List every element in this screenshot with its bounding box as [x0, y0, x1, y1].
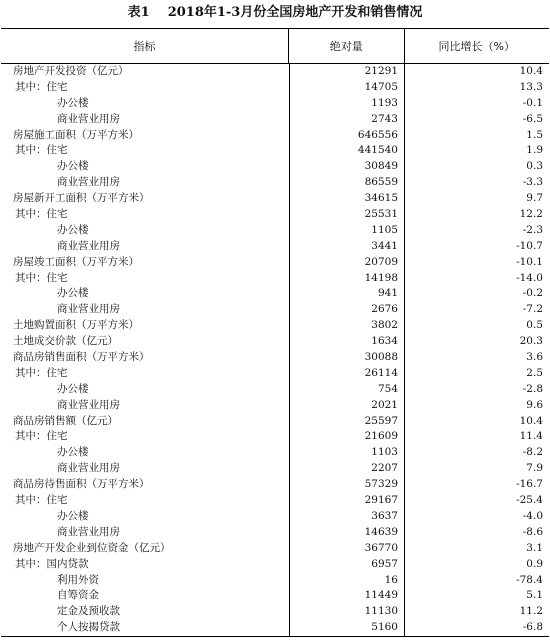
row-yoy-growth: -6.5 [404, 112, 549, 128]
row-label: 商业营业用房 [57, 239, 120, 252]
row-yoy-growth: -78.4 [404, 573, 549, 589]
table-row [1, 271, 549, 287]
row-label: 其中：住宅 [15, 430, 68, 443]
row-label: 土地购置面积（万平方米） [13, 319, 139, 332]
row-yoy-growth: -8.6 [404, 525, 549, 541]
row-yoy-growth: 0.9 [404, 557, 549, 573]
row-absolute-value: 646556 [289, 128, 404, 144]
header-absolute: 绝对量 [288, 29, 404, 63]
row-label: 办公楼 [57, 96, 89, 109]
table-row [1, 541, 549, 557]
table-row [1, 112, 549, 128]
row-yoy-growth: 9.6 [404, 398, 549, 414]
table-row [1, 334, 549, 350]
row-yoy-growth: 13.3 [404, 80, 549, 96]
row-absolute-value: 3802 [289, 318, 404, 334]
table-row [1, 398, 549, 414]
row-label: 利用外资 [57, 573, 99, 586]
header-yoy-growth: 同比增长（%） [404, 29, 549, 63]
table-row [1, 175, 549, 191]
row-label: 土地成交价款（亿元） [13, 335, 118, 348]
row-label: 商业营业用房 [57, 462, 120, 475]
row-yoy-growth: 11.2 [404, 604, 549, 620]
table-row [1, 573, 549, 589]
row-yoy-growth: 0.3 [404, 159, 549, 175]
row-yoy-growth: 10.4 [404, 414, 549, 430]
row-yoy-growth: -8.2 [404, 445, 549, 461]
row-absolute-value: 14705 [289, 80, 404, 96]
row-yoy-growth: 2.5 [404, 366, 549, 382]
row-label: 房地产开发企业到位资金（亿元） [13, 541, 171, 554]
row-label: 自筹资金 [57, 589, 99, 602]
header-indicator: 指标 [133, 40, 156, 53]
row-yoy-growth: 12.2 [404, 207, 549, 223]
row-yoy-growth: -7.2 [404, 302, 549, 318]
table-row [1, 286, 549, 302]
table-row [1, 445, 549, 461]
table-caption: 2018年1-3月份全国房地产开发和销售情况 [167, 5, 423, 20]
row-label: 其中：住宅 [15, 144, 68, 157]
row-absolute-value: 3637 [289, 509, 404, 525]
row-label: 其中：住宅 [15, 271, 68, 284]
row-label: 办公楼 [57, 287, 89, 300]
row-yoy-growth: -2.8 [404, 382, 549, 398]
row-label: 商业营业用房 [57, 112, 120, 125]
table-body [1, 64, 549, 636]
table-row [1, 620, 549, 636]
row-yoy-growth: -3.3 [404, 175, 549, 191]
row-yoy-growth: -10.7 [404, 239, 549, 255]
row-absolute-value: 36770 [289, 541, 404, 557]
table-row [1, 429, 549, 445]
row-absolute-value: 20709 [289, 255, 404, 271]
table-row [1, 588, 549, 604]
statistics-table [1, 28, 549, 637]
row-absolute-value: 2676 [289, 302, 404, 318]
row-label: 房屋竣工面积（万平方米） [13, 255, 139, 268]
table-row [1, 191, 549, 207]
table-row [1, 525, 549, 541]
table-row [1, 239, 549, 255]
row-yoy-growth: 3.6 [404, 350, 549, 366]
row-absolute-value: 11130 [289, 604, 404, 620]
row-label: 办公楼 [57, 223, 89, 236]
row-yoy-growth: -4.0 [404, 509, 549, 525]
row-label: 商品房待售面积（万平方米） [13, 478, 150, 491]
row-yoy-growth: -2.3 [404, 223, 549, 239]
table-row [1, 509, 549, 525]
row-label: 其中：住宅 [15, 80, 68, 93]
row-label: 其中：国内贷款 [15, 557, 89, 570]
row-absolute-value: 30849 [289, 159, 404, 175]
table-row [1, 96, 549, 112]
row-yoy-growth: -25.4 [404, 493, 549, 509]
table-row [1, 493, 549, 509]
row-label: 个人按揭贷款 [57, 621, 120, 634]
row-absolute-value: 16 [289, 573, 404, 589]
row-absolute-value: 2021 [289, 398, 404, 414]
row-absolute-value: 21609 [289, 429, 404, 445]
row-absolute-value: 30088 [289, 350, 404, 366]
table-row [1, 159, 549, 175]
row-yoy-growth: -14.0 [404, 271, 549, 287]
table-title [0, 2, 550, 24]
table-row [1, 255, 549, 271]
row-label: 办公楼 [57, 446, 89, 459]
row-yoy-growth: -0.1 [404, 96, 549, 112]
row-absolute-value: 754 [289, 382, 404, 398]
row-absolute-value: 26114 [289, 366, 404, 382]
row-label: 其中：住宅 [15, 208, 68, 221]
row-yoy-growth: -6.8 [404, 620, 549, 636]
table-row [1, 477, 549, 493]
table-row [1, 223, 549, 239]
table-row [1, 64, 549, 80]
row-label: 办公楼 [57, 509, 89, 522]
row-absolute-value: 2207 [289, 461, 404, 477]
row-label: 房屋施工面积（万平方米） [13, 128, 139, 141]
table-row [1, 604, 549, 620]
row-yoy-growth: -16.7 [404, 477, 549, 493]
row-absolute-value: 11449 [289, 588, 404, 604]
table-row [1, 461, 549, 477]
table-row [1, 382, 549, 398]
table-row [1, 143, 549, 159]
row-absolute-value: 21291 [289, 64, 404, 80]
table-row [1, 318, 549, 334]
table-row [1, 414, 549, 430]
row-absolute-value: 1634 [289, 334, 404, 350]
table-row [1, 557, 549, 573]
row-label: 房地产开发投资（亿元） [13, 65, 129, 77]
row-label: 商品房销售面积（万平方米） [13, 351, 150, 364]
row-absolute-value: 86559 [289, 175, 404, 191]
row-yoy-growth: -10.1 [404, 255, 549, 271]
row-label: 商品房销售额（亿元） [13, 414, 118, 427]
row-label: 商业营业用房 [57, 525, 120, 538]
row-label: 商业营业用房 [57, 176, 120, 189]
row-absolute-value: 14198 [289, 271, 404, 287]
row-absolute-value: 57329 [289, 477, 404, 493]
row-absolute-value: 25531 [289, 207, 404, 223]
row-label: 房屋新开工面积（万平方米） [13, 192, 150, 205]
row-absolute-value: 29167 [289, 493, 404, 509]
row-label: 定金及预收款 [57, 605, 120, 618]
row-yoy-growth: 1.9 [404, 143, 549, 159]
row-absolute-value: 34615 [289, 191, 404, 207]
row-label: 其中：住宅 [15, 494, 68, 507]
row-yoy-growth: 11.4 [404, 429, 549, 445]
row-yoy-growth: 10.4 [404, 64, 549, 80]
row-label: 办公楼 [57, 160, 89, 173]
row-yoy-growth: 0.5 [404, 318, 549, 334]
table-row [1, 302, 549, 318]
row-label: 办公楼 [57, 382, 89, 395]
row-yoy-growth: -0.2 [404, 286, 549, 302]
table-header [1, 29, 549, 64]
table-row [1, 80, 549, 96]
row-yoy-growth: 9.7 [404, 191, 549, 207]
row-label: 商业营业用房 [57, 303, 120, 316]
row-yoy-growth: 7.9 [404, 461, 549, 477]
table-row [1, 128, 549, 144]
row-absolute-value: 6957 [289, 557, 404, 573]
row-yoy-growth: 1.5 [404, 128, 549, 144]
row-absolute-value: 5160 [289, 620, 404, 636]
table-row [1, 350, 549, 366]
row-absolute-value: 441540 [289, 143, 404, 159]
row-absolute-value: 1105 [289, 223, 404, 239]
table-row [1, 366, 549, 382]
row-absolute-value: 25597 [289, 414, 404, 430]
row-yoy-growth: 20.3 [404, 334, 549, 350]
row-label: 商业营业用房 [57, 398, 120, 411]
row-absolute-value: 1103 [289, 445, 404, 461]
row-absolute-value: 2743 [289, 112, 404, 128]
row-absolute-value: 3441 [289, 239, 404, 255]
row-absolute-value: 941 [289, 286, 404, 302]
table-number: 表1 [127, 5, 150, 20]
row-absolute-value: 14639 [289, 525, 404, 541]
row-yoy-growth: 5.1 [404, 588, 549, 604]
row-label: 其中：住宅 [15, 366, 68, 379]
row-yoy-growth: 3.1 [404, 541, 549, 557]
row-absolute-value: 1193 [289, 96, 404, 112]
table-row [1, 207, 549, 223]
